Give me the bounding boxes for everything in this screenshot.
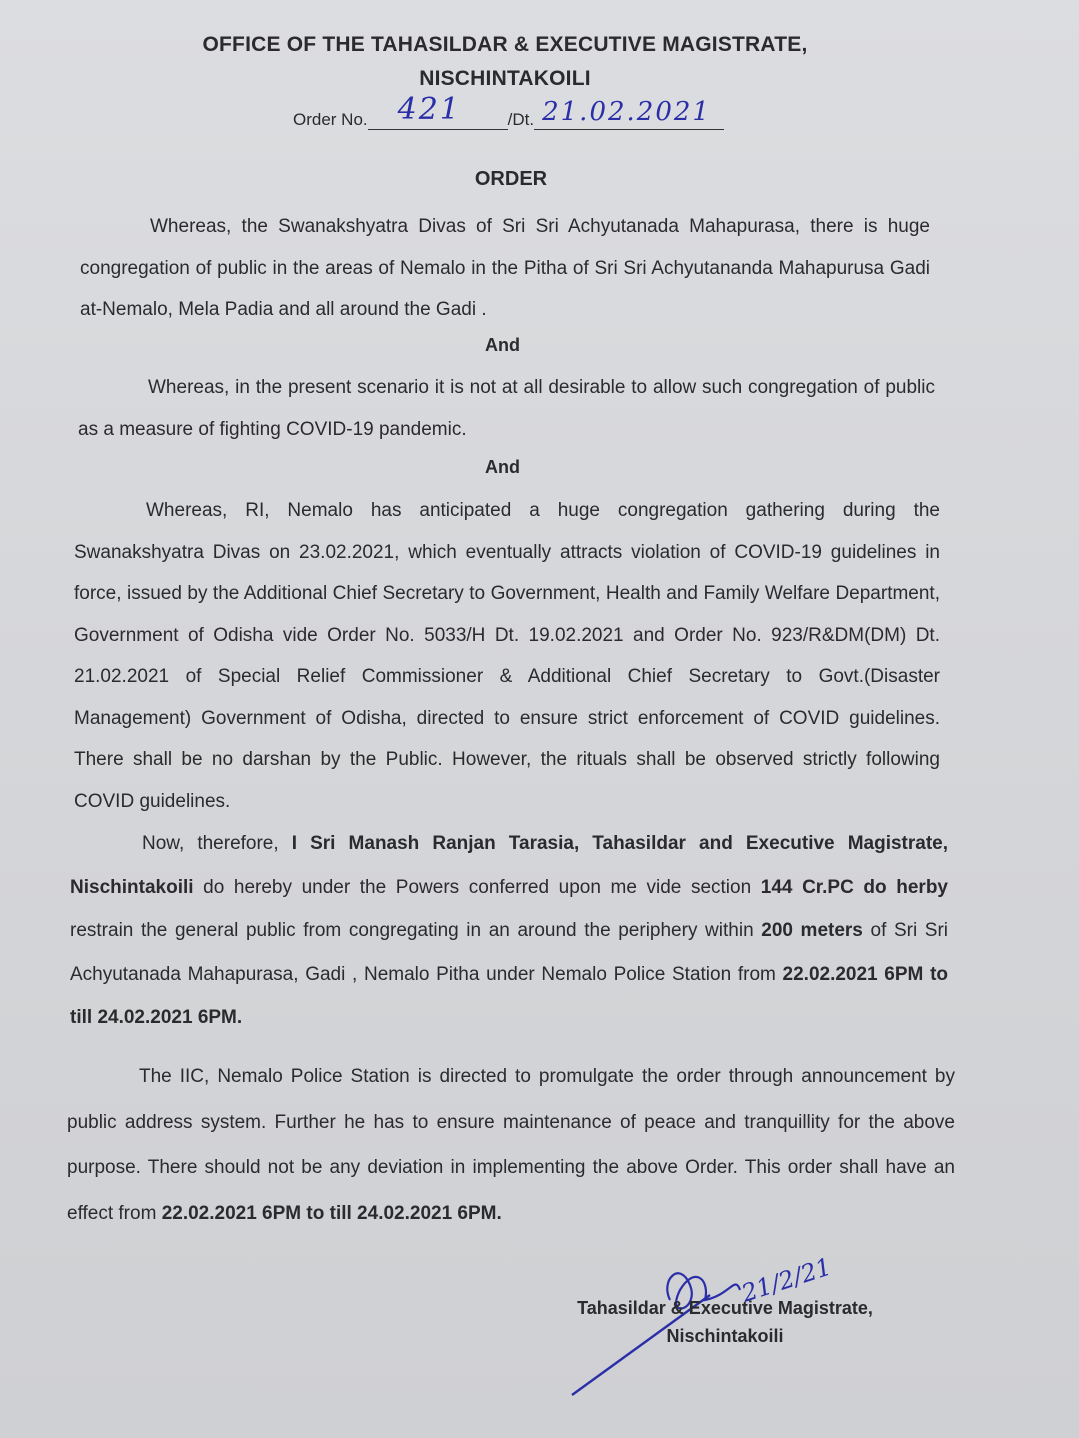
p4-text-4: of Sri Sri Achyutanada Mahapurasa, Gadi , Nemalo Pitha under Nemalo Police Station from: [70, 920, 949, 985]
order-no-label: Order No.: [293, 110, 368, 129]
date-field: [534, 97, 724, 130]
date-handwritten: 21.02.2021: [542, 97, 711, 127]
p5-bold-period: 22.02.2021 6PM to till 24.02.2021 6PM.: [161, 1202, 502, 1224]
signatory-designation: Tahasildar & Executive Magistrate,: [577, 1298, 873, 1318]
date-label: /Dt.: [507, 110, 535, 129]
paragraph-2: Whereas, in the present scenario it is not at all desirable to allow such congregation of public as a measure of fighting COVID-19 pandemic.: [78, 377, 935, 440]
p4-bold-period: 22.02.2021 6PM to till 24.02.2021 6PM.: [70, 963, 948, 1028]
paragraph-3: Whereas, RI, Nemalo has anticipated a huge congregation gathering during the Swanakshyatra Divas on 23.02.2021, which eventually attracts violation of COVID-19 guidelines in force, issued by the Additional Chief Secretary to Government, Health and Family Welfare Department, Government of Odisha vide Order No. 5033/H Dt. 19.02.2021 and Order No. 923/R&DM(DM) Dt. 21.02.2021 of Special Relief Commissioner & Additional Chief Secretary to Govt.(Disaster Management) Government of Odisha, directed to ensure strict enforcement of COVID guidelines. There shall be no darshan by the Public. However, the rituals shall be observed strictly following COVID guidelines.: [74, 500, 940, 812]
paragraph-4-order-clause: [70, 822, 948, 1040]
signatory-block: [570, 1294, 880, 1350]
p4-text-3: restrain the general public from congregating in an around the periphery within: [70, 920, 762, 941]
order-no-field: [368, 92, 508, 130]
paragraph-1: Whereas, the Swanakshyatra Divas of Sri Sri Achyutanada Mahapurasa, there is huge congregation of public in the areas of Nemalo in the Pitha of Sri Sri Achyutananda Mahapurusa Gadi at-Nemalo, Mela Padia and all around the Gadi .: [80, 216, 930, 320]
p5-text-1: The IIC, Nemalo Police Station is directed to promulgate the order through announcement by public address system. Further he has to ensure maintenance of peace and tranquillity for the above purpose. There should not be any deviation in implementing the above Order. This order shall have an effect from: [67, 1066, 955, 1224]
office-header-line2: NISCHINTAKOILI: [419, 67, 591, 90]
p4-text-1: Now, therefore,: [142, 833, 292, 854]
p4-bold-distance: 200 meters: [761, 920, 863, 941]
order-no-handwritten: 421: [397, 92, 461, 127]
p4-bold-authority: I Sri Manash Ranjan Tarasia, Tahasildar and Executive Magistrate, Nischintakoili: [70, 833, 948, 898]
p4-text-2: do hereby under the Powers conferred upon me vide section: [193, 876, 761, 898]
signature-date: 21/2/21: [738, 1252, 835, 1308]
signatory-place: Nischintakoili: [666, 1326, 784, 1346]
and-connector-1: And: [485, 335, 520, 355]
order-number-line: [293, 92, 724, 130]
office-header: [0, 28, 1010, 96]
and-connector-2: And: [485, 457, 520, 477]
paragraph-5-directive: [67, 1054, 955, 1236]
p4-bold-section: 144 Cr.PC do herby: [760, 876, 948, 898]
order-title: ORDER: [474, 168, 548, 190]
office-header-line1: OFFICE OF THE TAHASILDAR & EXECUTIVE MAGISTRATE,: [202, 33, 808, 56]
